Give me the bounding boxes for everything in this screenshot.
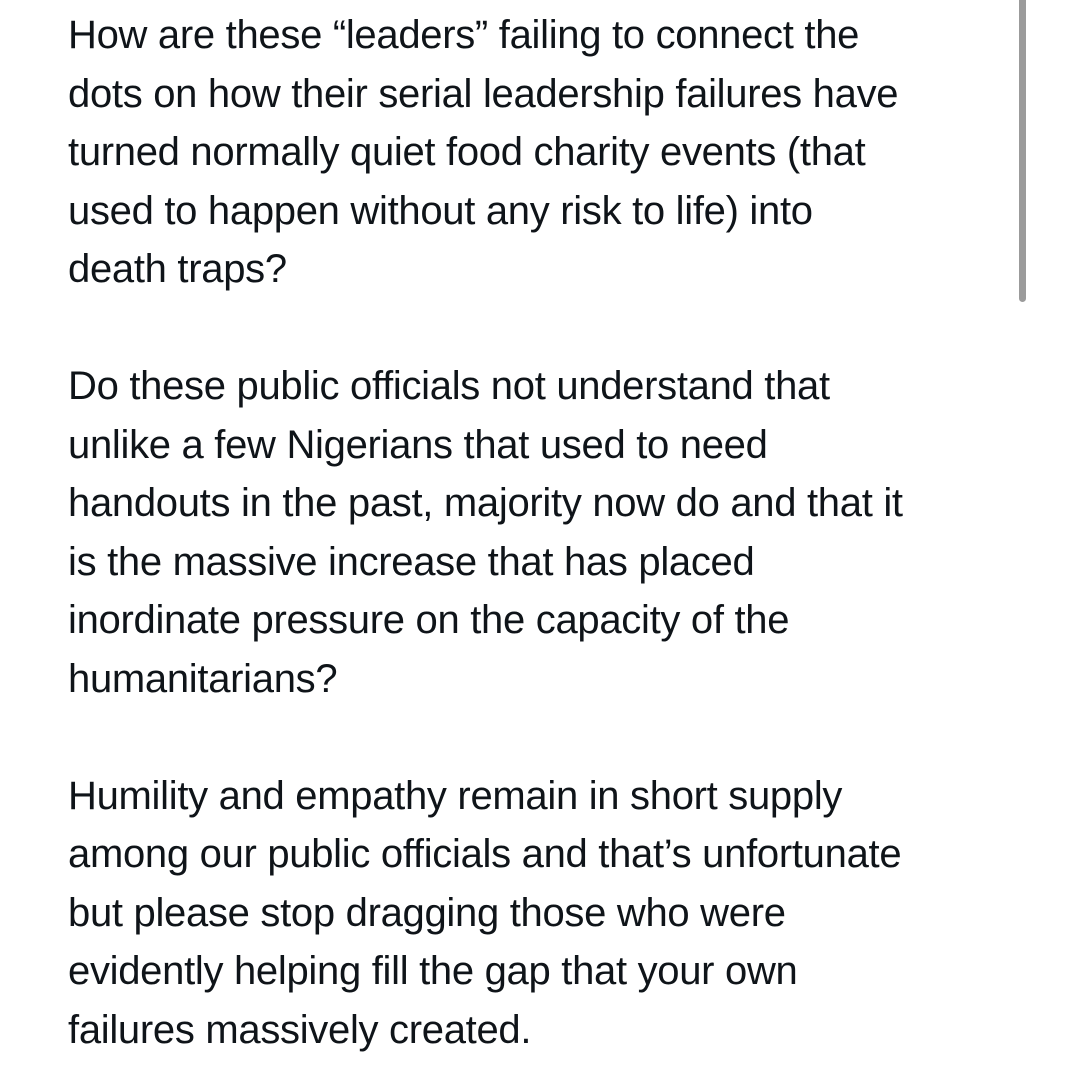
text-line: handouts in the past, majority now do and that it xyxy=(68,481,903,525)
scrollbar-thumb[interactable] xyxy=(1019,0,1026,302)
text-line: used to happen without any risk to life) into xyxy=(68,188,813,233)
text-line: Do these public officials not understand that xyxy=(68,364,830,408)
text-line: dots on how their serial leadership failures have xyxy=(68,71,899,116)
text-line: humanitarians? xyxy=(68,656,338,701)
text-line: among our public officials and that’s unfortunate xyxy=(68,832,902,876)
text-line: failures massively created. xyxy=(68,1007,532,1052)
text-line: How are these “leaders” failing to connect the xyxy=(68,13,860,57)
text-line: death traps? xyxy=(68,247,287,291)
text-line: inordinate pressure on the capacity of the xyxy=(68,598,790,642)
paragraph-3 xyxy=(68,767,1018,1060)
post-text xyxy=(68,6,1018,1080)
paragraph-1 xyxy=(68,6,1018,299)
paragraph-2 xyxy=(68,357,1018,708)
text-line: but please stop dragging those who were xyxy=(68,890,786,935)
text-line: Humility and empathy remain in short supply xyxy=(68,773,843,818)
text-line: turned normally quiet food charity events (that xyxy=(68,130,866,174)
text-line: is the massive increase that has placed xyxy=(68,539,755,584)
text-line: evidently helping fill the gap that your own xyxy=(68,949,798,993)
text-line: unlike a few Nigerians that used to need xyxy=(68,422,768,467)
